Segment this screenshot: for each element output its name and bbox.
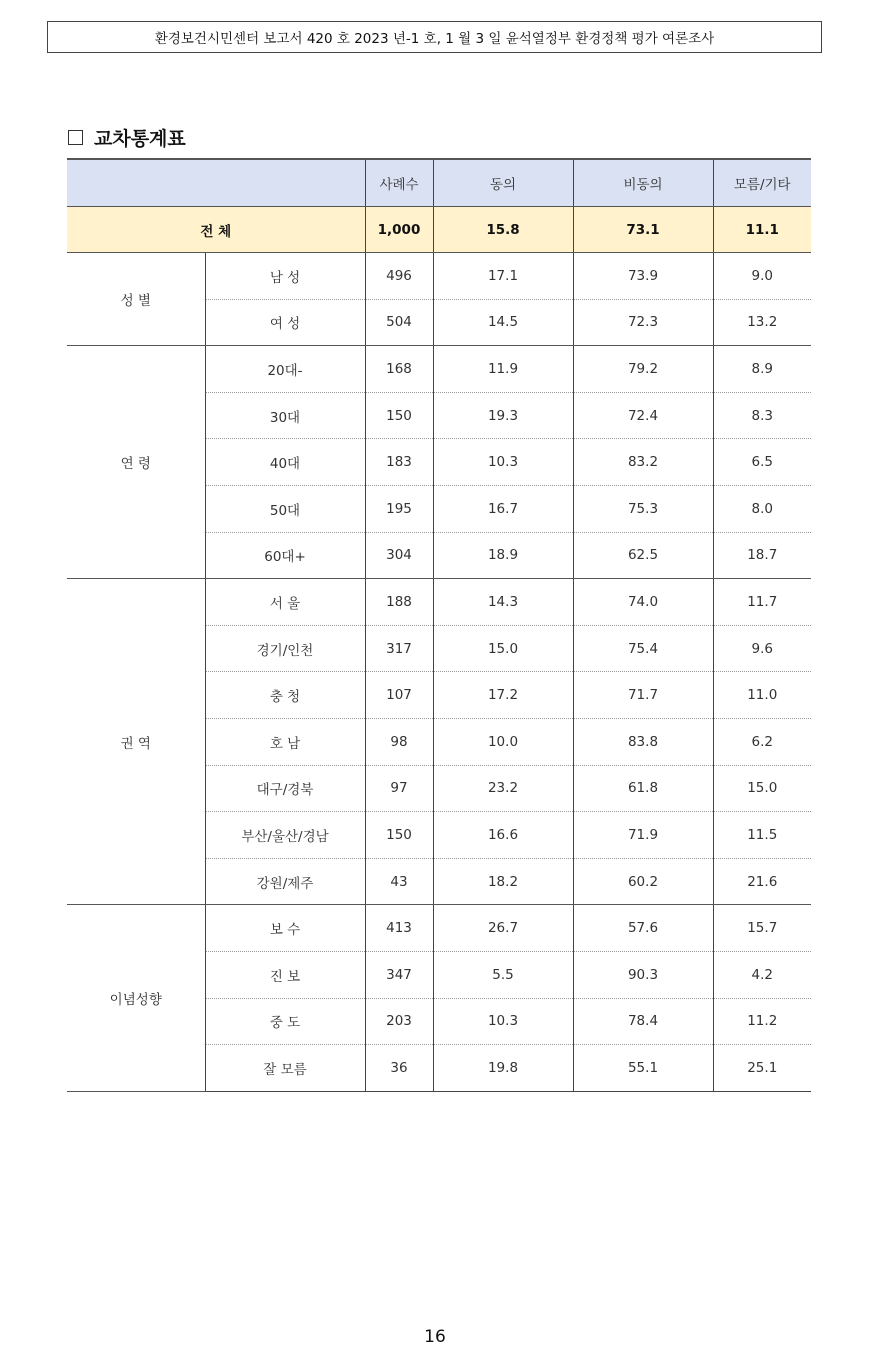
cell-value: 15.0 [433, 625, 573, 672]
row-label: 30대 [205, 392, 365, 439]
cell-value: 62.5 [573, 532, 713, 579]
cell-value: 75.3 [573, 485, 713, 532]
group-label: 권 역 [67, 579, 205, 905]
cell-value: 19.8 [433, 1045, 573, 1092]
cell-value: 107 [365, 672, 433, 719]
cell-value: 496 [365, 253, 433, 300]
cell-value: 203 [365, 998, 433, 1045]
row-label: 보 수 [205, 905, 365, 952]
cell-value: 4.2 [713, 951, 811, 998]
cell-value: 188 [365, 579, 433, 626]
cell-value: 72.3 [573, 299, 713, 346]
cell-value: 15.0 [713, 765, 811, 812]
cell-value: 83.8 [573, 718, 713, 765]
row-label: 경기/인천 [205, 625, 365, 672]
section-title-text: 교차통계표 [94, 128, 186, 150]
row-label: 40대 [205, 439, 365, 486]
section-title [68, 124, 186, 151]
cell-value: 16.6 [433, 812, 573, 859]
cell-value: 8.0 [713, 485, 811, 532]
cell-value: 18.7 [713, 532, 811, 579]
group-label: 이념성향 [67, 905, 205, 1091]
cell-value: 75.4 [573, 625, 713, 672]
row-label: 남 성 [205, 253, 365, 300]
table-row [67, 346, 811, 393]
total-value: 15.8 [433, 207, 573, 253]
cell-value: 36 [365, 1045, 433, 1092]
cell-value: 79.2 [573, 346, 713, 393]
cell-value: 14.5 [433, 299, 573, 346]
row-label: 호 남 [205, 718, 365, 765]
cell-value: 43 [365, 858, 433, 905]
cell-value: 97 [365, 765, 433, 812]
column-header: 비동의 [573, 159, 713, 207]
row-label: 서 울 [205, 579, 365, 626]
crosstab-table [67, 158, 811, 1092]
cell-value: 150 [365, 812, 433, 859]
table-header-row [67, 159, 811, 207]
row-label: 대구/경북 [205, 765, 365, 812]
row-label: 강원/제주 [205, 858, 365, 905]
cell-value: 304 [365, 532, 433, 579]
page-number: 16 [424, 1327, 446, 1347]
row-label: 잘 모름 [205, 1045, 365, 1092]
cell-value: 8.3 [713, 392, 811, 439]
cell-value: 18.2 [433, 858, 573, 905]
cell-value: 74.0 [573, 579, 713, 626]
cell-value: 10.0 [433, 718, 573, 765]
table-row [67, 905, 811, 952]
cell-value: 5.5 [433, 951, 573, 998]
group-label: 연 령 [67, 346, 205, 579]
total-value: 73.1 [573, 207, 713, 253]
cell-value: 347 [365, 951, 433, 998]
cell-value: 6.5 [713, 439, 811, 486]
cell-value: 11.2 [713, 998, 811, 1045]
total-row [67, 207, 811, 253]
report-header: 환경보건시민센터 보고서 420 호 2023 년-1 호, 1 월 3 일 윤석열정부 환경정책 평가 여론조사 [47, 21, 822, 53]
row-label: 중 도 [205, 998, 365, 1045]
row-label: 충 청 [205, 672, 365, 719]
cell-value: 83.2 [573, 439, 713, 486]
column-header: 사례수 [365, 159, 433, 207]
cell-value: 10.3 [433, 998, 573, 1045]
total-label: 전 체 [67, 207, 365, 253]
table-row [67, 253, 811, 300]
cell-value: 17.2 [433, 672, 573, 719]
group-label: 성 별 [67, 253, 205, 346]
cell-value: 73.9 [573, 253, 713, 300]
cell-value: 183 [365, 439, 433, 486]
row-label: 진 보 [205, 951, 365, 998]
row-label: 부산/울산/경남 [205, 812, 365, 859]
cell-value: 98 [365, 718, 433, 765]
cell-value: 11.7 [713, 579, 811, 626]
row-label: 50대 [205, 485, 365, 532]
cell-value: 61.8 [573, 765, 713, 812]
cell-value: 90.3 [573, 951, 713, 998]
cell-value: 6.2 [713, 718, 811, 765]
total-value: 1,000 [365, 207, 433, 253]
row-label: 60대+ [205, 532, 365, 579]
total-value: 11.1 [713, 207, 811, 253]
cell-value: 9.0 [713, 253, 811, 300]
cell-value: 21.6 [713, 858, 811, 905]
cell-value: 150 [365, 392, 433, 439]
cell-value: 9.6 [713, 625, 811, 672]
checkbox-square-icon [68, 130, 83, 145]
cell-value: 10.3 [433, 439, 573, 486]
cell-value: 18.9 [433, 532, 573, 579]
cell-value: 413 [365, 905, 433, 952]
header-blank-cell [67, 159, 365, 207]
cell-value: 16.7 [433, 485, 573, 532]
row-label: 20대- [205, 346, 365, 393]
cell-value: 60.2 [573, 858, 713, 905]
cell-value: 195 [365, 485, 433, 532]
cell-value: 504 [365, 299, 433, 346]
cell-value: 15.7 [713, 905, 811, 952]
cell-value: 72.4 [573, 392, 713, 439]
cell-value: 25.1 [713, 1045, 811, 1092]
cell-value: 168 [365, 346, 433, 393]
cell-value: 11.0 [713, 672, 811, 719]
cell-value: 23.2 [433, 765, 573, 812]
table-row [67, 579, 811, 626]
cell-value: 26.7 [433, 905, 573, 952]
cell-value: 13.2 [713, 299, 811, 346]
cell-value: 78.4 [573, 998, 713, 1045]
cell-value: 71.7 [573, 672, 713, 719]
cell-value: 17.1 [433, 253, 573, 300]
cell-value: 11.5 [713, 812, 811, 859]
cell-value: 8.9 [713, 346, 811, 393]
cell-value: 57.6 [573, 905, 713, 952]
cell-value: 317 [365, 625, 433, 672]
cell-value: 14.3 [433, 579, 573, 626]
row-label: 여 성 [205, 299, 365, 346]
cell-value: 55.1 [573, 1045, 713, 1092]
cell-value: 71.9 [573, 812, 713, 859]
cell-value: 19.3 [433, 392, 573, 439]
cell-value: 11.9 [433, 346, 573, 393]
column-header: 동의 [433, 159, 573, 207]
column-header: 모름/기타 [713, 159, 811, 207]
